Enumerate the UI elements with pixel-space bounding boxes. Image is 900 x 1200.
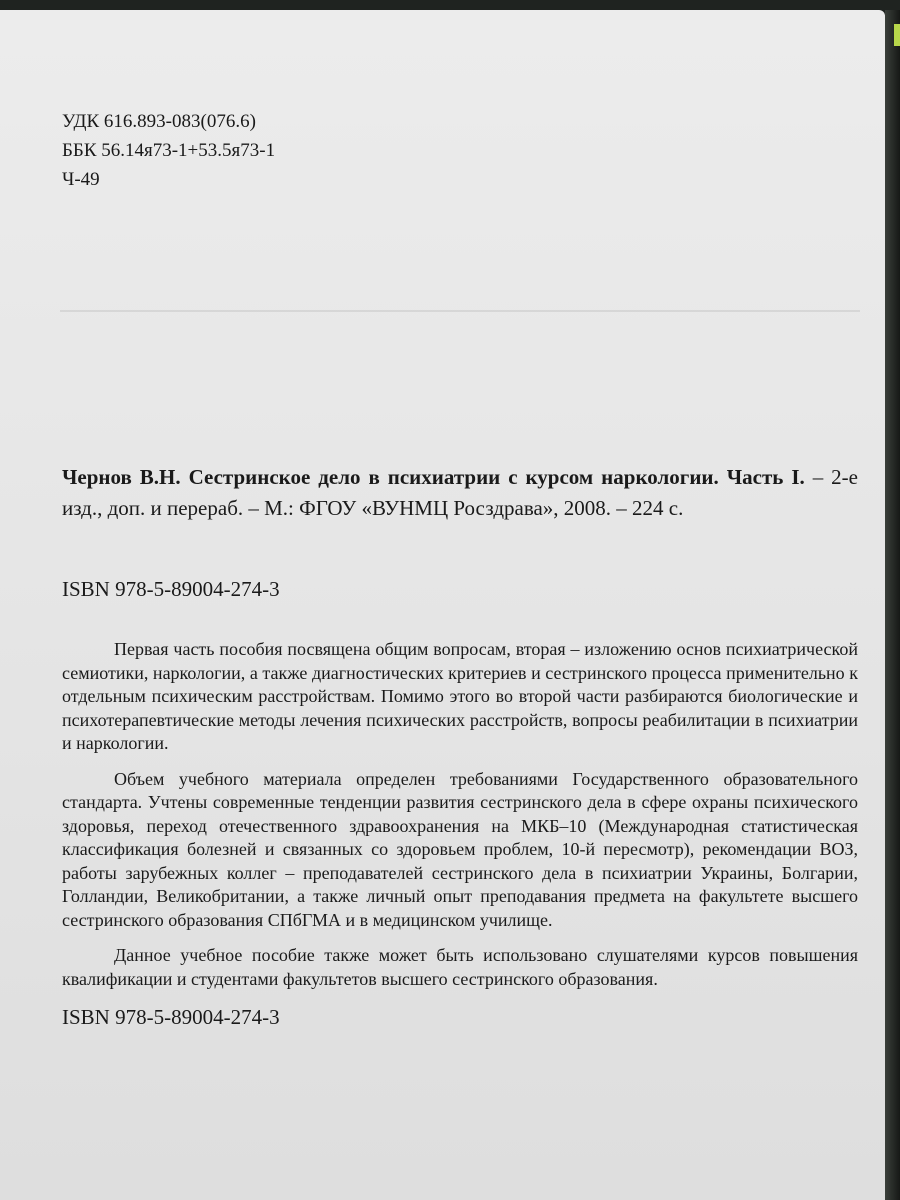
abstract-paragraph: Данное учебное пособие также может быть использовано слушателями курсов повышения квалификации и студентами факультетов высшего сестринского образования.	[62, 945, 858, 989]
bibliographic-citation	[62, 462, 858, 524]
citation-details: – 2-е изд., доп. и перераб. – М.: ФГОУ «ВУНМЦ Росздрава», 2008. – 224 с.	[62, 465, 858, 520]
author-code: Ч-49	[62, 169, 100, 190]
catalog-codes	[62, 110, 275, 197]
udk-code: УДК 616.893-083(076.6)	[62, 111, 256, 132]
book-edge	[885, 10, 900, 1200]
abstract-paragraph: Объем учебного материала определен требованиями Государственного образовательного стандарта. Учтены современные тенденции развития сестринского дела в сфере охраны психического здоровья, переход отечественного здравоохранения на МКБ–10 (Международная статистическая классификация болезней и связанных со здоровьем проблем, 10-й пересмотр), рекомендации ВОЗ, работы зарубежных коллег – преподавателей сестринского дела в психиатрии Украины, Болгарии, Голландии, Великобритании, а также личный опыт преподавания предмета на факультете высшего сестринского образования СПбГМА и в медицинском училище.	[62, 768, 858, 930]
abstract	[62, 638, 858, 1003]
isbn-top: ISBN 978-5-89004-274-3	[62, 577, 280, 601]
book-page	[0, 10, 885, 1200]
page-tab	[894, 24, 900, 46]
bbk-code: ББК 56.14я73-1+53.5я73-1	[62, 140, 276, 161]
show-through-rule	[60, 310, 860, 312]
isbn-bottom: ISBN 978-5-89004-274-3	[62, 1005, 280, 1029]
abstract-paragraph: Первая часть пособия посвящена общим вопросам, вторая – изложению основ психиатрической семиотики, наркологии, а также диагностических критериев и сестринского процесса применительно к отдельным психическим расстройствам. Помимо этого во второй части разбираются биологические и психотерапевтические методы лечения психических расстройств, вопросы реабилитации в психиатрии и наркологии.	[62, 639, 858, 753]
citation-title: Чернов В.Н. Сестринское дело в психиатрии с курсом наркологии. Часть I.	[62, 465, 805, 489]
